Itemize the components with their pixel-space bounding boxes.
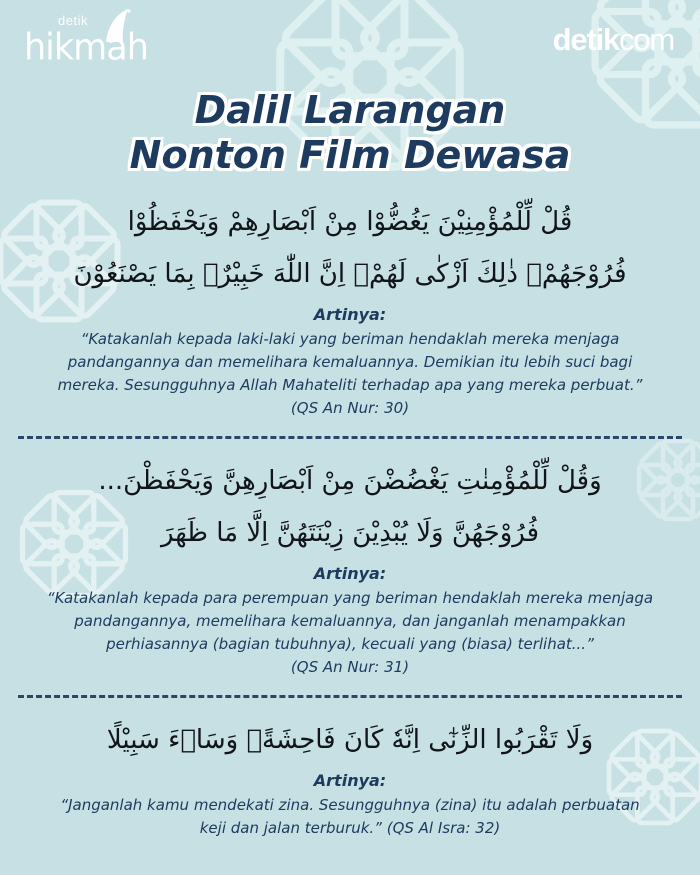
page-title-line-2: Nonton Film Dewasa xyxy=(129,133,571,177)
detikcom-logo-bold: detik xyxy=(552,22,620,57)
verse-section-1 xyxy=(0,196,700,420)
page-title-line-1: Dalil Larangan xyxy=(194,88,506,132)
verses-container xyxy=(0,196,700,840)
verse-section-3 xyxy=(0,714,700,840)
translation-text: “Katakanlah kepada laki-laki yang beriman hendaklah mereka menjaga pandangannya dan memelihara kemaluannya. Demikian itu lebih suci bagi mereka. Sesungguhnya Allah Mahateliti terhadap apa yang mereka perbuat.” xyxy=(57,330,643,394)
poster-header xyxy=(0,0,700,80)
arabic-line: وَلَا تَقْرَبُوا الزِّنٰٓى اِنَّهٗ كَانَ فَاحِشَةًۗ وَسَاۤءَ سَبِيْلًا xyxy=(106,725,594,755)
verse-source: (QS An Nur: 31) xyxy=(290,658,410,676)
section-divider xyxy=(18,436,682,439)
arabic-line: وَقُلْ لِّلْمُؤْمِنٰتِ يَغْضُضْنَ مِنْ اَبْصَارِهِنَّ وَيَحْفَظْنَ... xyxy=(98,466,602,496)
translation-text: “Katakanlah kepada para perempuan yang beriman hendaklah mereka menjaga pandangannya, memelihara kemaluannya, dan janganlah menampakkan perhiasannya (bagian tubuhnya), kecuali yang (biasa) terlihat...” xyxy=(46,589,654,653)
arabic-line: قُلْ لِّلْمُؤْمِنِيْنَ يَغُضُّوْا مِنْ اَبْصَارِهِمْ وَيَحْفَظُوْا xyxy=(127,207,573,237)
translation-text: “Janganlah kamu mendekati zina. Sesungguhnya (zina) itu adalah perbuatan keji dan jalan terburuk.” (QS Al Isra: 32) xyxy=(60,796,640,837)
verse-source: (QS An Nur: 30) xyxy=(290,399,410,417)
artinya-label: Artinya: xyxy=(313,305,387,324)
section-divider xyxy=(18,695,682,698)
page-title xyxy=(0,88,700,178)
artinya-label: Artinya: xyxy=(313,771,387,790)
hikmah-logo-main-word: hikmah xyxy=(24,27,148,69)
arabic-line: فُرُوْجَهُمْۗ ذٰلِكَ اَزْكٰى لَهُمْۗ اِنَّ اللّٰهَ خَبِيْرٌۢ بِمَا يَصْنَعُوْنَ xyxy=(73,259,627,289)
detikcom-logo[interactable] xyxy=(553,24,674,55)
arabic-line: فُرُوْجَهُنَّ وَلَا يُبْدِيْنَ زِيْنَتَهُنَّ اِلَّا مَا ظَهَرَ xyxy=(160,518,540,548)
artinya-label: Artinya: xyxy=(313,564,387,583)
hikmah-logo-detik-word: detik xyxy=(58,13,88,28)
detikcom-logo-light: com xyxy=(619,22,674,57)
verse-section-2 xyxy=(0,455,700,679)
detik-hikmah-logo[interactable] xyxy=(22,8,172,70)
